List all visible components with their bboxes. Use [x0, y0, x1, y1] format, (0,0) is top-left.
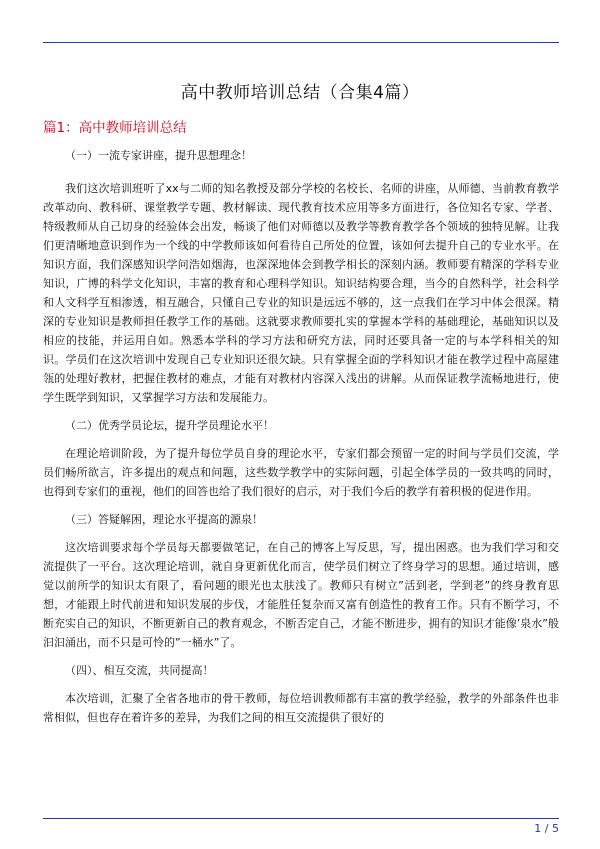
footer-rule: [43, 818, 559, 819]
subheading-1: （一）一流专家讲座，提升思想理念！: [65, 149, 252, 162]
subheading-4: （四）、相互交流，共同提高！: [65, 664, 214, 677]
subheading-3: （三）答疑解困，理论水平提高的源泉！: [65, 513, 263, 526]
paragraph-2: 在理论培训阶段，为了提升每位学员自身的理论水平，专家们都会预留一定的时间与学员们交流，学员们畅所欲言，许多提出的观点和问题，这些数学教学中的实际问题，引起全体学员的一致共鸣的同时，也得到专家们的重视，他们的回答也给了我们很好的启示，对于我们今后的教学有着积极的促进作用。: [43, 447, 559, 498]
document-title: 高中教师培训总结（合集4篇）: [180, 83, 420, 103]
subheading-2: （二）优秀学员论坛，提升学员理论水平！: [65, 419, 274, 432]
document-body: [43, 146, 559, 727]
paragraph-3: 这次培训要求每个学员每天都要做笔记，在自己的博客上写反思，写，提出困惑。也为我们学习和交流提供了一平台。这次理论培训，就自身更新优化而言，使学员们树立了终身学习的思想。通过培训，感觉以前所学的知识太有限了，看问题的眼光也太肤浅了。教师只有树立”活到老，学到老”的终身教育思想，才能跟上时代前进和知识发展的步伐，才能胜任复杂而又富有创造性的教育工作。只有不断学习，不断充实自己的知识，不断更新自己的教育观念，不断否定自己，才能不断进步，拥有的知识才能像’泉水”般汩汩涌出，而不只是可怜的”一桶水”了。: [43, 541, 559, 649]
section-title: 篇1：高中教师培训总结: [43, 120, 187, 136]
paragraph-1: 我们这次培训班听了xx与二师的知名教授及部分学校的名校长、名师的讲座，从师德、当前教育教学改革动向、教科研、课堂教学专题、教材解读、现代教育技术应用等多方面进行，各位知名专家、学者、特级教师从自己切身的经验体会出发，畅谈了他们对师德以及教学等教育教学各个领域的独特见解。让我们更清晰地意识到作为一个线的中学教师该如何看待自己所处的位置，该如何去提升自己的专业水平。在知识方面，我们深感知识学问浩如烟海，也深深地体会到教学相长的深刻内涵。教师要有精深的学科专业知识，广博的科学文化知识，丰富的教育和心理科学知识。知识结构要合理，当今的自然科学，社会科学和人文科学互相渗透，相互融合，只懂自己专业的知识是远远不够的，这一点我们在学习中体会很深。精深的专业知识是教师担任教学工作的基础。这就要求教师要扎实的掌握本学科的基础理论，基础知识以及相应的技能，并运用自如。熟悉本学科的学习方法和研究方法，同时还要具备一定的与本学科相关的知识。学员们在这次培训中发现自己专业知识还很欠缺。只有掌握全面的学科知识才能在教学过程中高屋建瓴的处理好教材，把握住教材的难点，才能有对教材内容深入浅出的讲解。从而保证教学流畅地进行，使学生既学到知识，又掌握学习方法和发展能力。: [43, 182, 559, 404]
page-number: 1 / 5: [534, 822, 559, 835]
header-rule: [43, 42, 559, 43]
paragraph-4: 本次培训，汇聚了全省各地市的骨干教师，每位培训教师都有丰富的教学经验，教学的外部条件也非常相似，但也存在着许多的差异，为我们之间的相互交流提供了很好的: [43, 692, 559, 724]
